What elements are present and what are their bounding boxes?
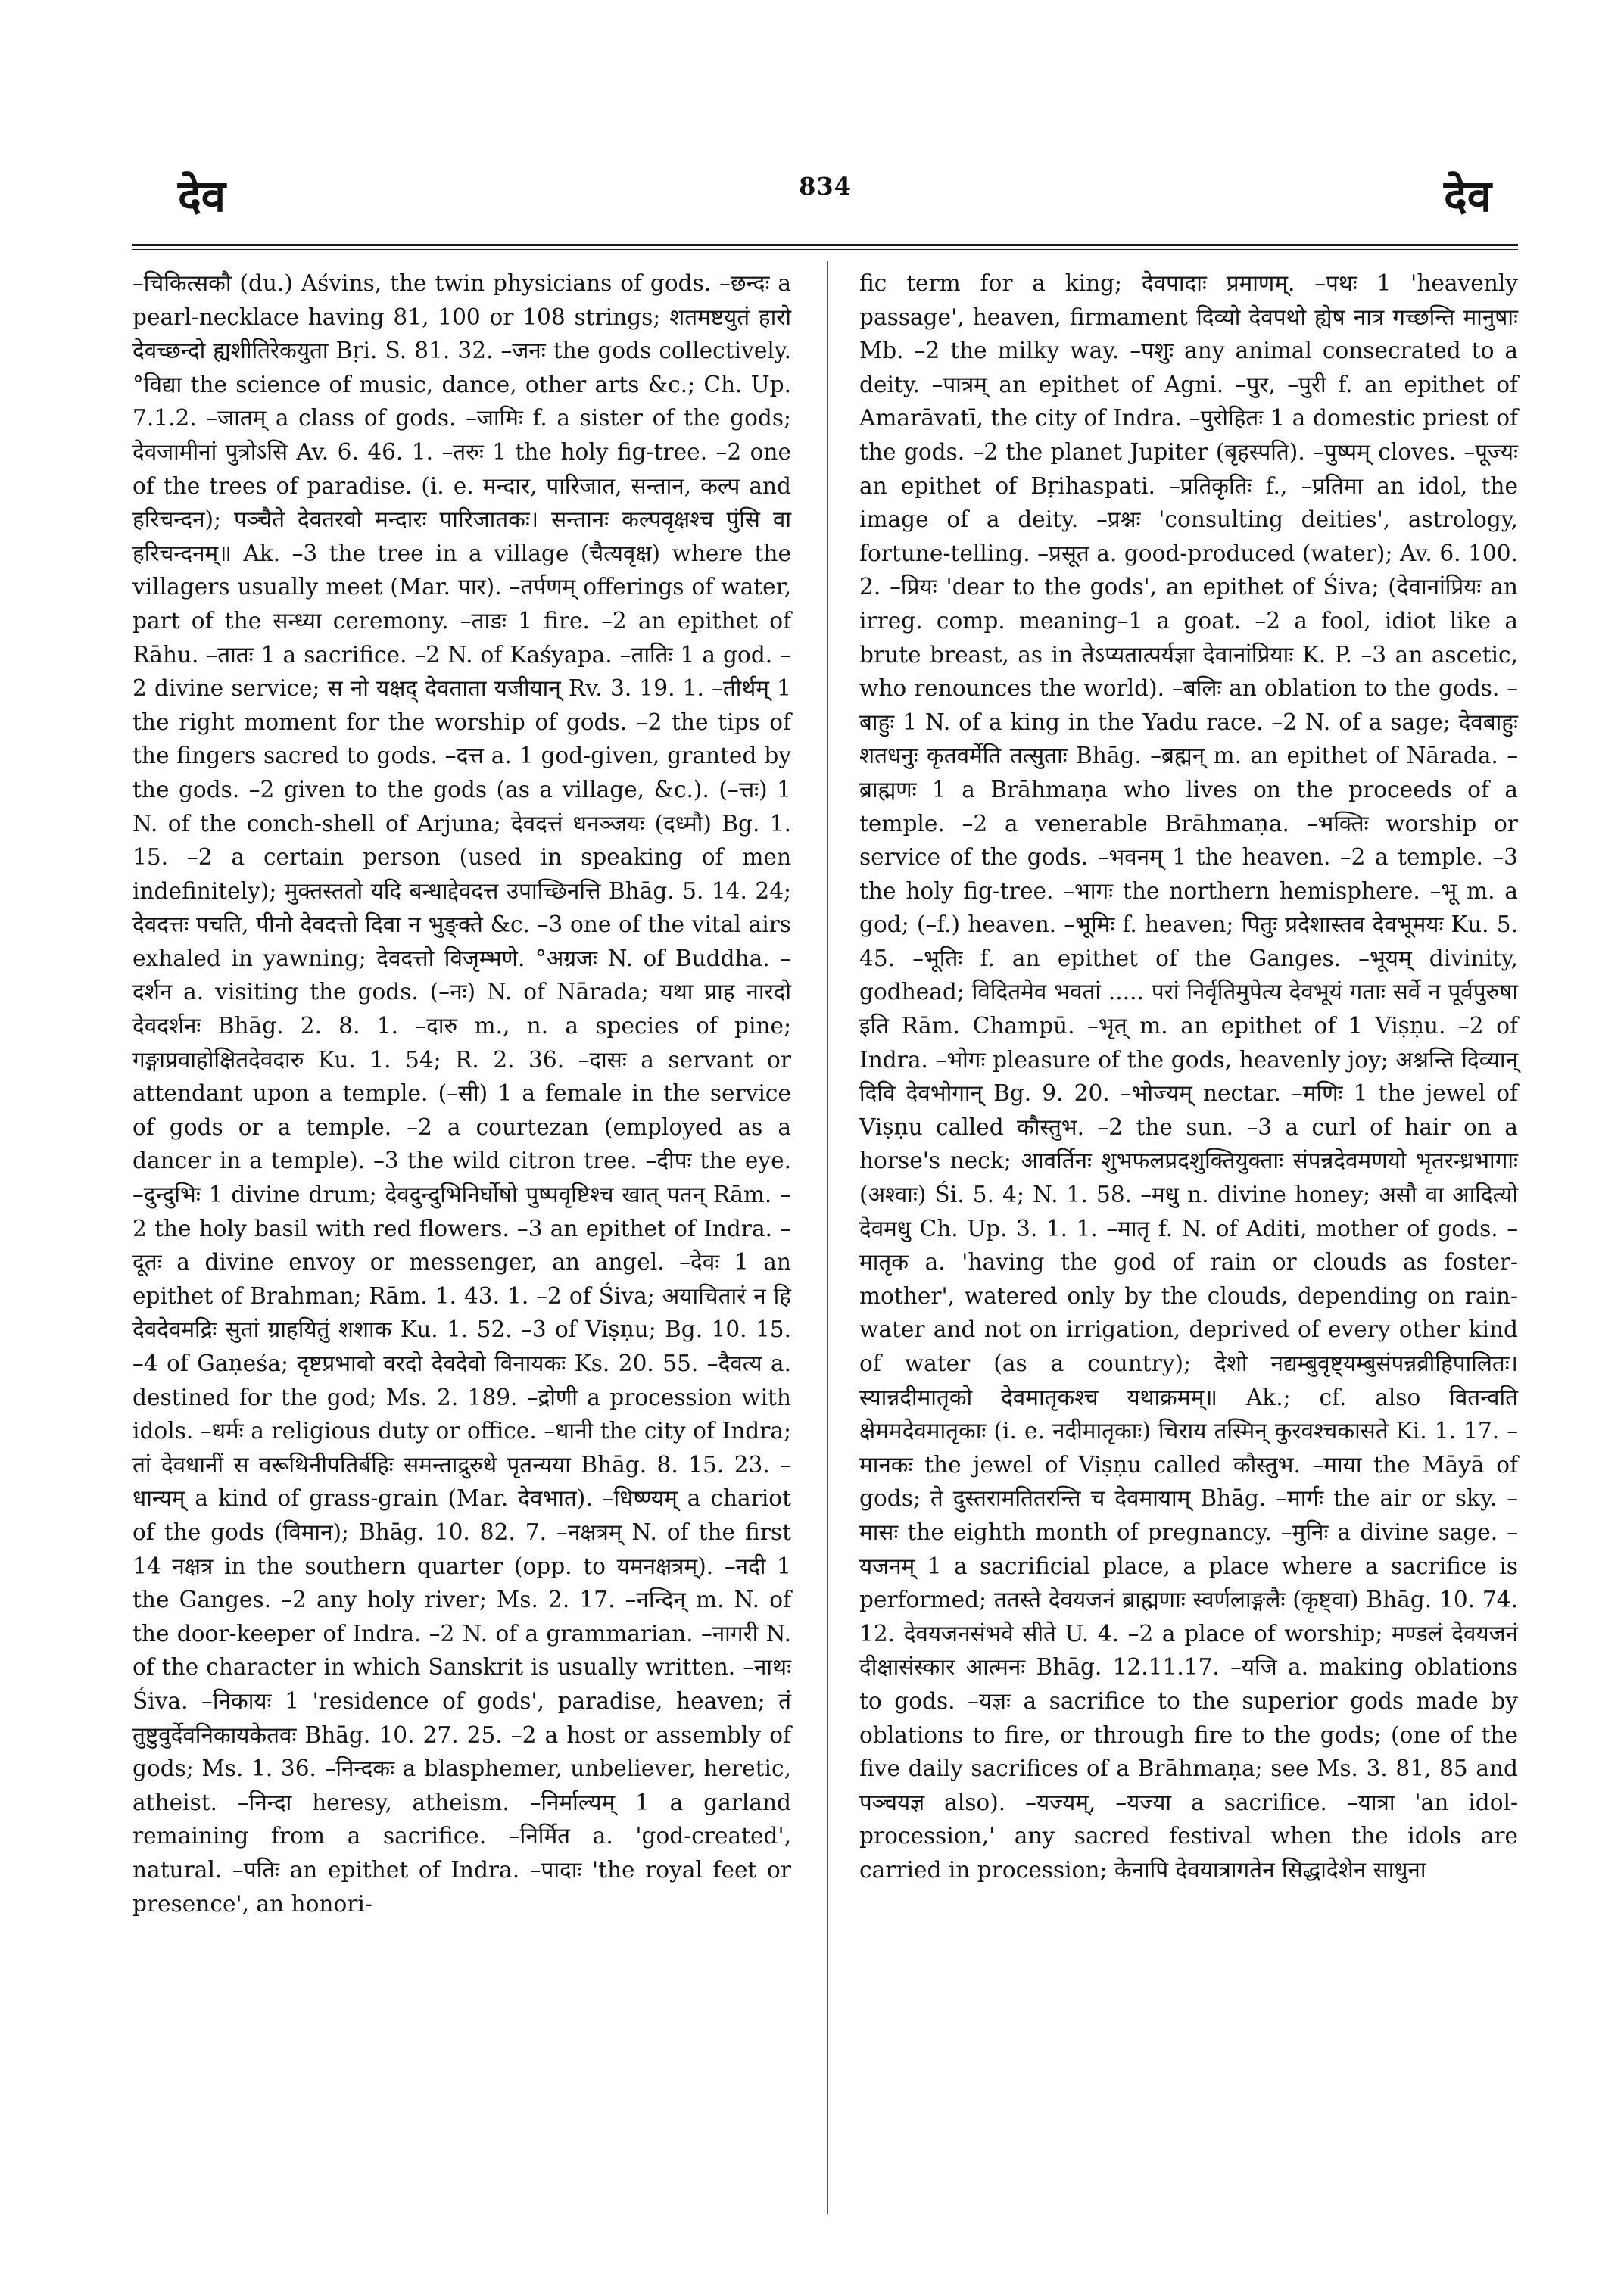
left-column-text: –चिकित्सकौ (du.) Aśvins, the twin physicians of gods. –छन्दः a pearl-necklace having 81, 100 or 108 strings; शतमष्टयुतं हारो देवच्छन्दो ह्यशीतिरेकयुता Bṛi. S. 81. 32. –जनः the gods collectively. °विद्या the science of music, dance, other arts &c.; Ch. Up. 7.1.2. –जातम् a class of gods. –जामिः f. a sister of the gods; देवजामीनां पुत्रोऽसि Av. 6. 46. 1. –तरुः 1 the holy fig-tree. –2 one of the trees of paradise. (i. e. मन्दार, पारिजात, सन्तान, कल्प and हरिचन्दन); पञ्चैते देवतरवो मन्दारः पारिजातकः। सन्तानः कल्पवृक्षश्च पुंसि वा हरिचन्दनम्॥ Ak. –3 the tree in a village (चैत्यवृक्ष) where the villagers usually meet (Mar. पार). –तर्पणम् offerings of water, part of the सन्ध्या ceremony. –ताडः 1 fire. –2 an epithet of Rāhu. –तातः 1 a sacrifice. –2 N. of Kaśyapa. –तातिः 1 a god. –2 divine service; स नो यक्षद् देवताता यजीयान् Rv. 3. 19. 1. –तीर्थम् 1 the right moment for the worship of gods. –2 the tips of the fingers sacred to gods. –दत्त a. 1 god-given, granted by the gods. –2 given to the gods (as a village, &c.). (–त्तः) 1 N. of the conch-shell of Arjuna; देवदत्तं धनञ्जयः (दध्मौ) Bg. 1. 15. –2 a certain person (used in speaking of men indefinitely); मुक्तस्ततो यदि बन्धाद्देवदत्त उपाच्छिनत्ति Bhāg. 5. 14. 24; देवदत्तः पचति, पीनो देवदत्तो दिवा न भुङ्क्ते &c. –3 one of the vital airs exhaled in yawning; देवदत्तो विजृम्भणे. °अग्रजः N. of Buddha. –दर्शन a. visiting the gods. (–नः) N. of Nārada; यथा प्राह नारदो देवदर्शनः Bhāg. 2. 8. 1. –दारु m., n. a species of pine; गङ्गाप्रवाहोक्षितदेवदारु Ku. 1. 54; R. 2. 36. –दासः a servant or attendant upon a temple. (–सी) 1 a female in the service of gods or a temple. –2 a courtezan (employed as a dancer in a temple). –3 the wild citron tree. –दीपः the eye. –दुन्दुभिः 1 divine drum; देवदुन्दुभिनिर्घोषो पुष्पवृष्टिश्च खात् पतन् Rām. –2 the holy basil with red flowers. –3 an epithet of Indra. –दूतः a divine envoy or messenger, an angel. –देवः 1 an epithet of Brahman; Rām. 1. 43. 1. –2 of Śiva; अयाचितारं न हि देवदेवमद्रिः सुतां ग्राहयितुं शशाक Ku. 1. 52. –3 of Viṣṇu; Bg. 10. 15. –4 of Gaṇeśa; दृष्टप्रभावो वरदो देवदेवो विनायकः Ks. 20. 55. –दैवत्य a. destined for the god; Ms. 2. 189. –द्रोणी a procession with idols. –धर्मः a religious duty or office. –धानी the city of Indra; तां देवधानीं स वरूथिनीपतिर्बहिः समन्ताद्रुरुधे पृतन्यया Bhāg. 8. 15. 23. –धान्यम् a kind of grass-grain (Mar. देवभात). –धिष्ण्यम् a chariot of the gods (विमान); Bhāg. 10. 82. 7. –नक्षत्रम् N. of the first 14 नक्षत्र in the southern quarter (opp. to यमनक्षत्रम्). –नदी 1 the Ganges. –2 any holy river; Ms. 2. 17. –नन्दिन् m. N. of the door-keeper of Indra. –2 N. of a grammarian. –नागरी N. of the character in which Sanskrit is usually written. –नाथः Śiva. –निकायः 1 'residence of gods', paradise, heaven; तं तुष्टुवुर्देवनिकायकेतवः Bhāg. 10. 27. 25. –2 a host or assembly of gods; Ms. 1. 36. –निन्दकः a blasphemer, unbeliever, heretic, atheist. –निन्दा heresy, atheism. –निर्माल्यम् 1 a garland remaining from a sacrifice. –निर्मित a. 'god-created', natural. –पतिः an epithet of Indra. –पादाः 'the royal feet or presence', an honori- xyxy=(132,270,791,1917)
page-header xyxy=(132,155,1518,238)
header-rule xyxy=(132,244,1518,250)
right-guide-word: देव xyxy=(1443,170,1492,222)
left-column xyxy=(132,266,791,1921)
left-guide-word: देव xyxy=(178,170,226,222)
column-divider xyxy=(827,261,828,2214)
right-column xyxy=(859,266,1518,1887)
page-number: 834 xyxy=(799,172,852,201)
right-column-text: fic term for a king; देवपादाः प्रमाणम्. –पथः 1 'heavenly passage', heaven, firmament दिव्यो देवपथो ह्येष नात्र गच्छन्ति मानुषाः Mb. –2 the milky way. –पशुः any animal consecrated to a deity. –पात्रम् an epithet of Agni. –पुर, –पुरी f. an epithet of Amarāvatī, the city of Indra. –पुरोहितः 1 a domestic priest of the gods. –2 the planet Jupiter (बृहस्पति). –पुष्पम् cloves. –पूज्यः an epithet of Bṛihaspati. –प्रतिकृतिः f., –प्रतिमा an idol, the image of a deity. –प्रश्नः 'consulting deities', astrology, fortune-telling. –प्रसूत a. good-produced (water); Av. 6. 100. 2. –प्रियः 'dear to the gods', an epithet of Śiva; (देवानांप्रियः an irreg. comp. meaning–1 a goat. –2 a fool, idiot like a brute breast, as in तेऽप्यतात्पर्यज्ञा देवानांप्रियाः K. P. –3 an ascetic, who renounces the world). –बलिः an oblation to the gods. –बाहुः 1 N. of a king in the Yadu race. –2 N. of a sage; देवबाहुः शतधनुः कृतवर्मेति तत्सुताः Bhāg. –ब्रह्मन् m. an epithet of Nārada. –ब्राह्मणः 1 a Brāhmaṇa who lives on the proceeds of a temple. –2 a venerable Brāhmaṇa. –भक्तिः worship or service of the gods. –भवनम् 1 the heaven. –2 a temple. –3 the holy fig-tree. –भागः the northern hemisphere. –भू m. a god; (–f.) heaven. –भूमिः f. heaven; पितुः प्रदेशास्तव देवभूमयः Ku. 5. 45. –भूतिः f. an epithet of the Ganges. –भूयम् divinity, godhead; विदितमेव भवतां ..... परां निर्वृतिमुपेत्य देवभूयं गताः सर्वे न पूर्वपुरुषा इति Rām. Champū. –भृत् m. an epithet of 1 Viṣṇu. –2 of Indra. –भोगः pleasure of the gods, heavenly joy; अश्नन्ति दिव्यान् दिवि देवभोगान् Bg. 9. 20. –भोज्यम् nectar. –मणिः 1 the jewel of Viṣṇu called कौस्तुभ. –2 the sun. –3 a curl of hair on a horse's neck; आवर्तिनः शुभफलप्रदशुक्तियुक्ताः संपन्नदेवमणयो भृतरन्ध्रभागाः (अश्वाः) Śi. 5. 4; N. 1. 58. –मधु n. divine honey; असौ वा आदित्यो देवमधु Ch. Up. 3. 1. 1. –मातृ f. N. of Aditi, mother of gods. –मातृक a. 'having the god of rain or clouds as foster-mother', watered only by the clouds, depending on rain-water and not on irrigation, deprived of every other kind of water (as a country); देशो नद्यम्बुवृष्ट्यम्बुसंपन्नव्रीहिपालितः। स्यान्नदीमातृको देवमातृकश्च यथाक्रमम्॥ Ak.; cf. also वितन्वति क्षेममदेवमातृकाः (i. e. नदीमातृकाः) चिराय तस्मिन् कुरवश्चकासते Ki. 1. 17. –मानकः the jewel of Viṣṇu called कौस्तुभ. –माया the Māyā of gods; ते दुस्तरामतितरन्ति च देवमायाम् Bhāg. –मार्गः the air or sky. –मासः the eighth month of pregnancy. –मुनिः a divine sage. –यजनम् 1 a sacrificial place, a place where a sacrifice is performed; ततस्ते देवयजनं ब्राह्मणाः स्वर्णलाङ्गलैः (कृष्ट्वा) Bhāg. 10. 74. 12. देवयजनसंभवे सीते U. 4. –2 a place of worship; मण्डलं देवयजनं दीक्षासंस्कार आत्मनः Bhāg. 12.11.17. –यजि a. making oblations to gods. –यज्ञः a sacrifice to the superior gods made by oblations to fire, or through fire to the gods; (one of the five daily sacrifices of a Brāhmaṇa; see Ms. 3. 81, 85 and पञ्चयज्ञ also). –यज्यम्, –यज्या a sacrifice. –यात्रा 'an idol-procession,' any sacred festival when the idols are carried in procession; केनापि देवयात्रागतेन सिद्धादेशेन साधुना xyxy=(859,270,1518,1883)
